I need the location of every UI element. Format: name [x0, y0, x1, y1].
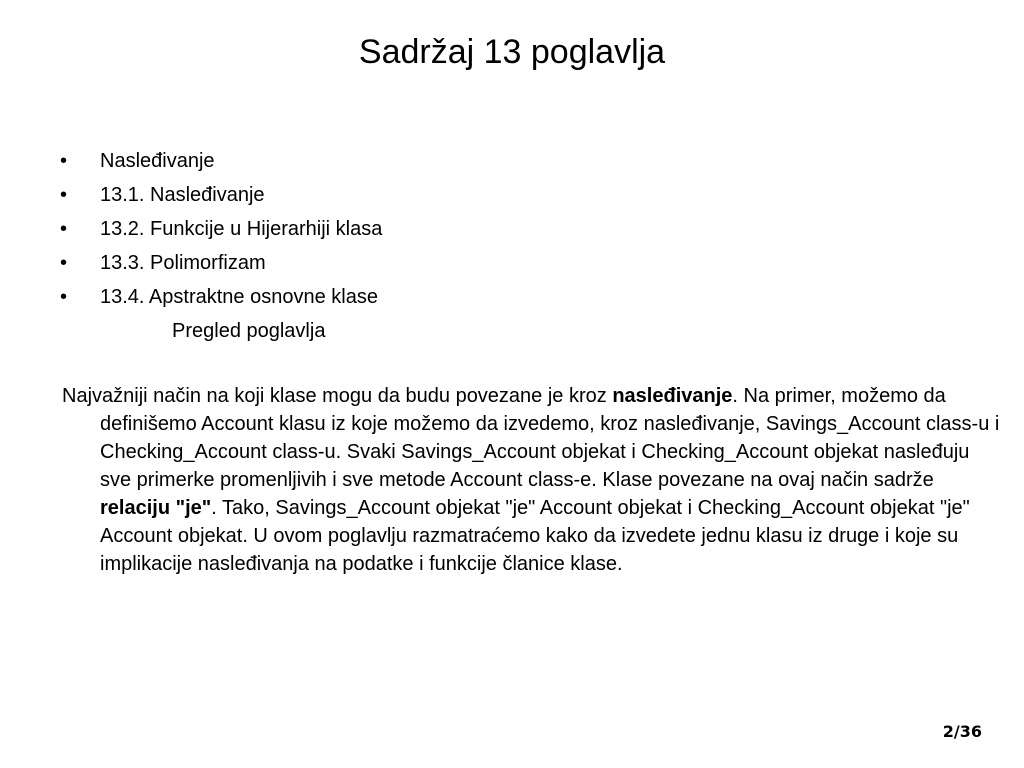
slide-title: Sadržaj 13 poglavlja [358, 33, 666, 71]
list-item-text: 13.1. Nasleđivanje [100, 184, 265, 206]
bullet-icon: • [60, 286, 68, 308]
paragraph-text: Najvažniji način na koji klase mogu da budu povezane je kroz [62, 385, 613, 407]
bullet-icon: • [60, 252, 68, 274]
list-item-text: 13.4. Apstraktne osnovne klase [100, 286, 378, 308]
sub-item-overview: Pregled poglavlja [172, 320, 326, 342]
list-item-text: 13.2. Funkcije u Hijerarhiji klasa [100, 218, 383, 240]
paragraph-bold-term: relaciju "je" [100, 497, 212, 519]
list-item [60, 280, 382, 314]
paragraph-text: . Tako, Savings_Account objekat "je" Account objekat i Checking_Account objekat "je" Account objekat. U ovom poglavlju razmatraćemo kako da izvedete jednu klasu iz druge i koje su implikacije nasleđivanja na podatke i funkcije članice klase. [100, 497, 970, 575]
bullet-icon: • [60, 150, 68, 172]
page-number: 2/36 [942, 722, 982, 741]
list-item-text: 13.3. Polimorfizam [100, 252, 266, 274]
list-item [60, 212, 382, 246]
list-item-text: Nasleđivanje [100, 150, 215, 172]
paragraph-bold-term: nasleđivanje [612, 385, 733, 407]
bullet-icon: • [60, 184, 68, 206]
list-item [60, 246, 382, 280]
paragraph-text: . Na primer, možemo da definišemo Account klasu iz koje možemo da izvedemo, kroz nasleđivanje, Savings_Account class-u i Checking_Account class-u. Svaki Savings_Account objekat i Checking_Account objekat nasleđuju sve primerke promenljivih i sve metode Account class-e. Klase povezane na ovaj način sadrže [100, 385, 1000, 491]
intro-paragraph [62, 382, 1000, 578]
bullet-list [60, 144, 382, 348]
bullet-icon: • [60, 218, 68, 240]
list-item [60, 144, 382, 178]
list-item [60, 178, 382, 212]
